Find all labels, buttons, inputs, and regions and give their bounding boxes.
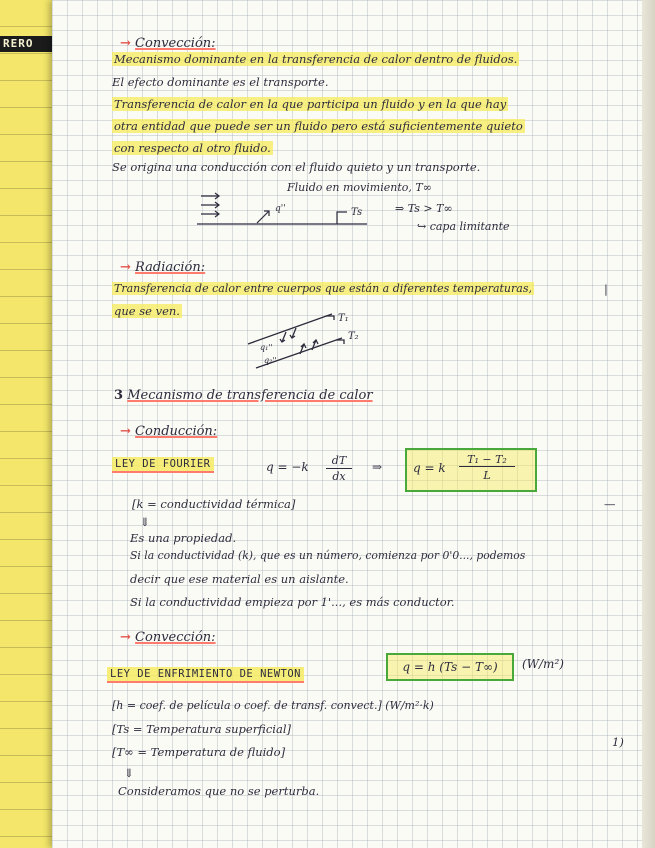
conv1-line-1: Mecanismo dominante en la transferencia de calor dentro de fluidos. <box>114 52 518 66</box>
convection2-heading: → Convección: <box>120 630 216 645</box>
margin-mark-top: | <box>604 282 608 296</box>
margin-mark-bottom: 1) <box>612 735 624 749</box>
margin-mark-mid: — <box>604 497 616 511</box>
fourier-result-box: q = k T₁ − T₂ L <box>405 448 537 492</box>
newton-law-label: LEY DE ENFRIMIENTO DE NEWTON <box>107 667 304 683</box>
fourier-law-label: LEY DE FOURIER <box>112 457 214 473</box>
newton-result-box: q = h (Ts − T∞) <box>386 653 514 681</box>
conv1-line-5: con respecto al otro fluido. <box>114 141 271 155</box>
newton-units: (W/m²) <box>522 657 564 671</box>
q1-label: q₁'' <box>260 343 273 352</box>
arrow-bullet-icon: → <box>120 36 131 51</box>
conv1-line-4: otra entidad que puede ser un fluido pero está suficientemente quieto <box>114 119 523 133</box>
conduction-heading: → Conducción: <box>120 424 218 439</box>
ts-inequality: ⇒ Ts > T∞ <box>395 202 453 215</box>
fluid-label: Fluido en movimiento, T∞ <box>287 181 432 194</box>
notebook-page <box>52 0 642 848</box>
conv1-line-2: El efecto dominante es el transporte. <box>112 75 329 89</box>
convection-heading: → Convección: <box>120 36 216 51</box>
cond-line-3: decir que ese material es un aislante. <box>130 572 349 586</box>
implies-arrow: ⇒ <box>372 460 383 474</box>
rad-line-1: Transferencia de calor entre cuerpos que están a diferentes temperaturas, <box>114 282 532 295</box>
conv2-def-1: [h = coef. de película o coef. de transf. convect.] (W/m²·k) <box>112 699 434 712</box>
conv2-def-2: [Ts = Temperatura superficial] <box>112 722 291 736</box>
cond-line-2: Si la conductividad (k), que es un número, comienza por 0'0..., podemos <box>130 549 526 562</box>
boundary-layer-label: ↪ capa limitante <box>417 220 510 233</box>
t2-label: T₂ <box>348 331 359 342</box>
cond-line-4: Si la conductividad empieza por 1'..., es más conductor. <box>130 595 455 609</box>
conv2-def-3: [T∞ = Temperatura de fluido] <box>112 745 286 759</box>
t1-label: T₁ <box>338 313 349 324</box>
radiation-plates-icon <box>248 314 344 368</box>
q-flux-label: q'' <box>275 204 286 214</box>
convection-diagram <box>187 178 517 240</box>
radiation-diagram <box>242 306 382 376</box>
down-arrow-icon: ⇓ <box>124 766 134 780</box>
radiation-heading: → Radiación: <box>120 260 206 275</box>
ts-label: Ts <box>351 207 363 218</box>
arrow-bullet-icon: → <box>120 424 131 439</box>
conv1-line-6: Se origina una conducción con el fluido quieto y un transporte. <box>112 160 481 174</box>
down-arrow-icon: ⇓ <box>140 515 150 529</box>
arrow-bullet-icon: → <box>120 260 131 275</box>
arrow-bullet-icon: → <box>120 630 131 645</box>
q2-label: q₂'' <box>264 356 277 365</box>
cond-line-1: Es una propiedad. <box>130 531 237 545</box>
conv2-last-line: Consideramos que no se perturba. <box>118 784 320 798</box>
section-number: 3 <box>114 388 124 403</box>
page-edge <box>642 0 655 848</box>
fourier-equation: q = −k <box>266 460 309 474</box>
background-notebook-tab: RERO <box>0 36 55 52</box>
rad-line-2: que se ven. <box>114 304 180 318</box>
fourier-derivative: dT dx <box>326 453 352 484</box>
conductivity-definition: [k = conductividad térmica] <box>132 497 296 511</box>
mechanism-heading: 3 Mecanismo de transferencia de calor <box>114 388 373 403</box>
conv1-line-3: Transferencia de calor en la que participa un fluido y en la que hay <box>114 97 507 111</box>
